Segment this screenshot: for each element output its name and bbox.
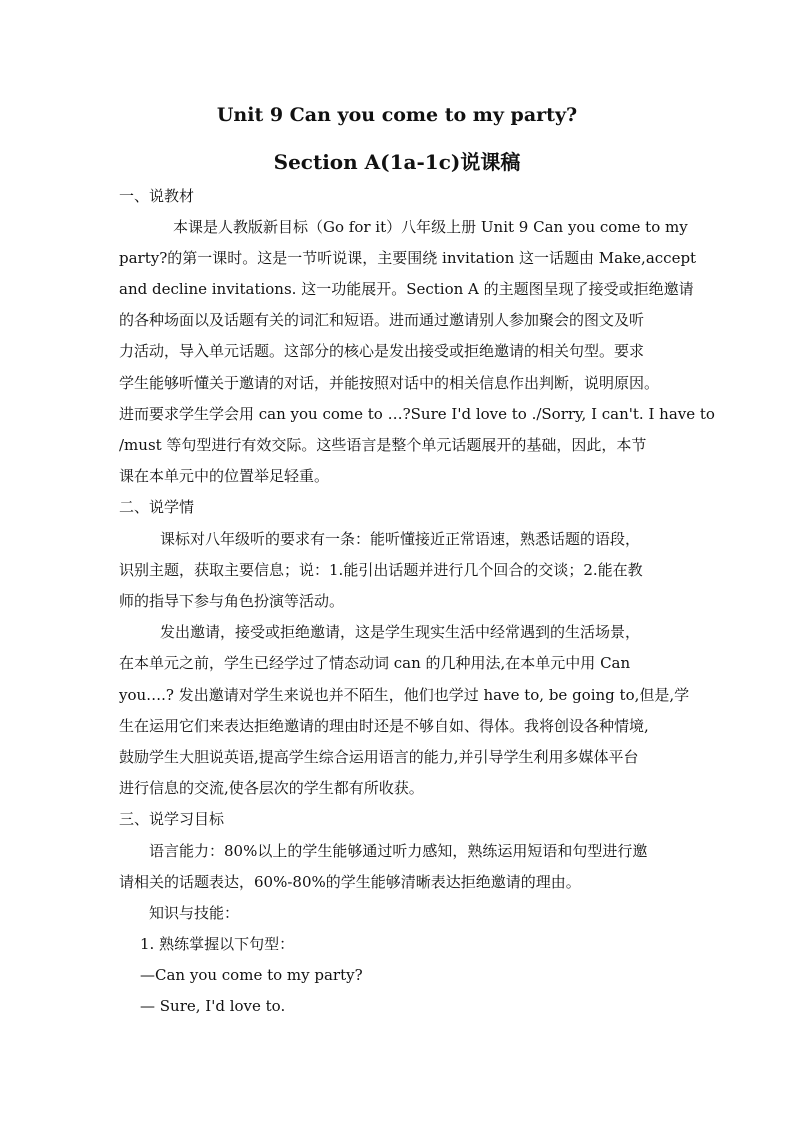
paragraph-line: 鼓励学生大胆说英语,提高学生综合运用语言的能力,并引导学生利用多媒体平台	[119, 748, 639, 766]
paragraph-line: you….? 发出邀请对学生来说也并不陌生，他们也学过 have to, be going to,但是,学	[119, 686, 690, 704]
paragraph-line: 进行信息的交流,使各层次的学生都有所收获。	[119, 779, 424, 797]
paragraph-line: 知识与技能：	[149, 904, 240, 922]
paragraph-line: party?的第一课时。这是一节听说课，主要围绕 invitation 这一话题由 Make,accept	[119, 249, 697, 267]
document-title: Unit 9 Can you come to my party?	[216, 104, 578, 126]
example-sentence: —Can you come to my party?	[140, 966, 363, 984]
list-item: 1. 熟练掌握以下句型：	[140, 935, 295, 953]
section-heading: 一、说教材	[119, 187, 195, 205]
paragraph-line: 请相关的话题表达，60%-80%的学生能够清晰表达拒绝邀请的理由。	[119, 873, 581, 891]
paragraph-line: /must 等句型进行有效交际。这些语言是整个单元话题展开的基础，因此，本节	[119, 436, 647, 454]
paragraph-line: 识别主题，获取主要信息；说：1.能引出话题并进行几个回合的交谈；2.能在教	[119, 561, 643, 579]
paragraph-line: 课在本单元中的位置举足轻重。	[119, 467, 330, 485]
paragraph-line: 力活动，导入单元话题。这部分的核心是发出接受或拒绝邀请的相关句型。要求	[119, 342, 645, 360]
example-sentence: — Sure, I'd love to.	[140, 997, 286, 1015]
paragraph-line: 进而要求学生学会用 can you come to …?Sure I'd love to ./Sorry, I can't. I have to	[119, 405, 715, 423]
paragraph-line: 的各种场面以及话题有关的词汇和短语。进而通过邀请别人参加聚会的图文及听	[119, 311, 645, 329]
paragraph-line: 本课是人教版新目标（Go for it）八年级上册 Unit 9 Can you come to my	[173, 218, 688, 236]
paragraph-line: 师的指导下参与角色扮演等活动。	[119, 592, 345, 610]
paragraph-line: 发出邀请，接受或拒绝邀请，这是学生现实生活中经常遇到的生活场景，	[160, 623, 641, 641]
document-subtitle: Section A(1a-1c)说课稿	[273, 150, 521, 174]
paragraph-line: 在本单元之前，学生已经学过了情态动词 can 的几种用法,在本单元中用 Can	[119, 654, 631, 672]
paragraph-line: 语言能力：80%以上的学生能够通过听力感知，熟练运用短语和句型进行邀	[149, 842, 648, 860]
paragraph-line: 学生能够听懂关于邀请的对话，并能按照对话中的相关信息作出判断，说明原因。	[119, 374, 660, 392]
section-heading: 二、说学情	[119, 498, 195, 516]
paragraph-line: 课标对八年级听的要求有一条：能听懂接近正常语速，熟悉话题的语段，	[160, 530, 641, 548]
paragraph-line: and decline invitations. 这一功能展开。Section A 的主题图呈现了接受或拒绝邀请	[119, 280, 694, 298]
section-heading: 三、说学习目标	[119, 810, 225, 828]
paragraph-line: 生在运用它们来表达拒绝邀请的理由时还是不够自如、得体。我将创设各种情境,	[119, 717, 649, 735]
